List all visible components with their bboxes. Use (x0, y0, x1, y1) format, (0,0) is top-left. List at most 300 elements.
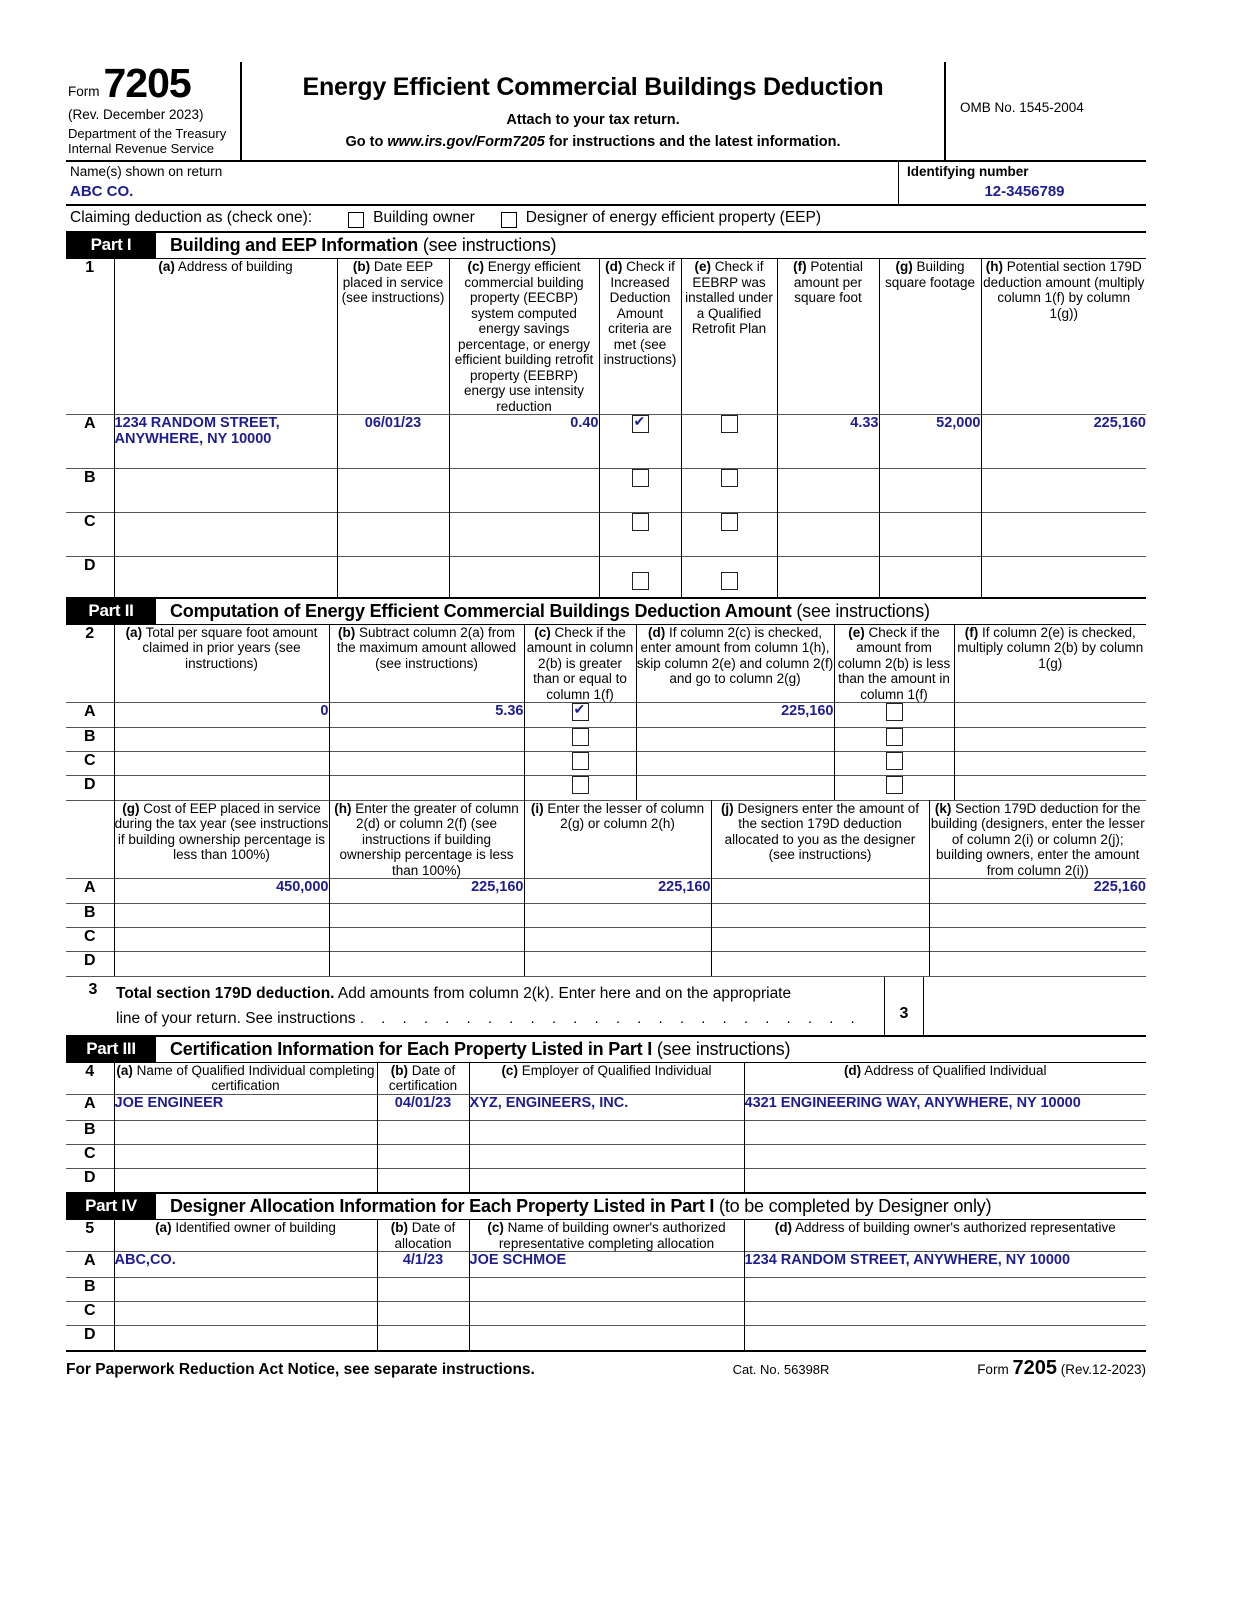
part-4-b-representative-address[interactable] (744, 1278, 1146, 1302)
col-marker: (d) (647, 624, 666, 640)
col-text: Enter the greater of column 2(d) or column 2(f) (see instructions if building ownership percentage is less than 100%) (339, 800, 519, 878)
part-3-row-label-a: A (66, 1094, 114, 1120)
col-text: Cost of EEP placed in service during the tax year (see instructions if building ownership percentage is less than 100%) (114, 800, 329, 862)
part-4-c-allocation-date[interactable] (377, 1302, 469, 1326)
col-text: Potential section 179D deduction amount (multiply column 1(f) by column 1(g)) (983, 259, 1145, 321)
part-2-d-lesser-of[interactable] (524, 952, 711, 976)
form-word-label: Form (68, 84, 100, 99)
part-1-b-date[interactable] (337, 469, 449, 513)
part-4-d-representative-name[interactable] (469, 1326, 744, 1350)
footer-form-revision: (Rev.12-2023) (1056, 1361, 1146, 1377)
line-3-text-1 (116, 981, 880, 1006)
part-1-d-address[interactable] (114, 557, 337, 597)
name-label: Name(s) shown on return (70, 164, 223, 179)
part-4-d-identified-owner[interactable] (114, 1326, 377, 1350)
part-1-c-square-footage[interactable] (879, 513, 981, 557)
form-footer (66, 1350, 1146, 1380)
part-1-title-text: Building and EEP Information (170, 235, 419, 255)
part-4-title-note: (to be completed by Designer only) (714, 1196, 992, 1216)
part-2-col-f-header (954, 625, 1146, 703)
col-text: Address of Qualified Individual (861, 1062, 1047, 1078)
checkbox-building-owner[interactable] (348, 212, 364, 228)
part-2-c-greater-of[interactable] (329, 928, 524, 952)
col-marker: (i) (530, 800, 544, 816)
part-1-table (66, 259, 1146, 597)
part-1-a-increased-deduction-checkbox[interactable] (599, 415, 681, 469)
col-marker: (k) (934, 800, 952, 816)
part-2-b-cost-of-eep[interactable] (114, 904, 329, 928)
part-1-b-square-footage[interactable] (879, 469, 981, 513)
form-revision: (Rev. December 2023) (68, 107, 204, 122)
checkbox-icon (721, 572, 738, 590)
part-2-c-section-179d-deduction[interactable] (929, 928, 1146, 952)
table-row (66, 469, 1146, 513)
part-2-header-row-top (66, 625, 1146, 703)
part-3-c-employer[interactable] (469, 1144, 744, 1168)
table-row (66, 1094, 1146, 1120)
part-2-title (156, 599, 930, 624)
part-2-bottom-row-label-d: D (66, 952, 114, 976)
page-title: Energy Efficient Commercial Buildings Deduction (302, 73, 884, 101)
part-3-col-d-header (744, 1063, 1146, 1095)
col-marker: (b) (390, 1220, 408, 1235)
part-2-col-d-header (636, 625, 834, 703)
table-row (66, 703, 1146, 728)
part-4-c-representative-name[interactable] (469, 1302, 744, 1326)
part-2-row-label-d: D (66, 776, 114, 800)
col-marker: (e) (694, 259, 711, 274)
part-2-bottom-spacer (66, 800, 114, 879)
part-2-col-j-header (711, 800, 929, 879)
part-4-col-b-header (377, 1220, 469, 1252)
part-2-c-designer-allocated[interactable] (711, 928, 929, 952)
leader-dots: . . . . . . . . . . . . . . . . . . . . . . . . (359, 1009, 862, 1027)
paperwork-notice: For Paperwork Reduction Act Notice, see separate instructions. (66, 1360, 535, 1378)
part-1-col-e-header (681, 259, 777, 415)
part-4-row-label-b: B (66, 1278, 114, 1302)
part-1-c-potential-deduction[interactable] (981, 513, 1146, 557)
part-3-c-address[interactable] (744, 1144, 1146, 1168)
part-2-col-b-header (329, 625, 524, 703)
part-1-col-g-header (879, 259, 981, 415)
part-1-c-increased-deduction-checkbox[interactable] (599, 513, 681, 557)
part-2-c-remaining-allowed[interactable] (329, 752, 524, 776)
part-1-b-increased-deduction-checkbox[interactable] (599, 469, 681, 513)
col-marker: (f) (964, 624, 979, 640)
checkbox-icon (572, 776, 589, 794)
table-row (66, 1120, 1146, 1144)
checkbox-icon (721, 513, 738, 531)
part-2-a-prior-years[interactable]: 0 (114, 703, 329, 728)
footer-form-number: 7205 (1012, 1356, 1057, 1379)
part-3-table (66, 1063, 1146, 1193)
part-3-c-qualified-individual-name[interactable] (114, 1144, 377, 1168)
part-1-row-label-c: C (66, 513, 114, 557)
col-text: Building square footage (884, 259, 976, 290)
part-3-d-qualified-individual-name[interactable] (114, 1168, 377, 1192)
col-text: Section 179D deduction for the building (designers, enter the lesser of column 2(i) or column 2(j); building owners, enter the amount from column 2(i)) (930, 800, 1145, 878)
part-1-d-date[interactable] (337, 557, 449, 597)
part-3-b-qualified-individual-name[interactable] (114, 1120, 377, 1144)
part-1-d-potential-deduction[interactable] (981, 557, 1146, 597)
table-row (66, 879, 1146, 904)
part-2-c-col-d-amount[interactable] (636, 752, 834, 776)
part-1-banner (66, 233, 1146, 259)
part-2-bottom-row-label-b: B (66, 904, 114, 928)
form-number: 7205 (103, 60, 191, 106)
col-marker: (b) (390, 1062, 408, 1078)
part-2-col-a-header (114, 625, 329, 703)
part-3-row-label-b: B (66, 1120, 114, 1144)
part-3-d-certification-date[interactable] (377, 1168, 469, 1192)
col-text: Potential amount per square foot (793, 259, 863, 305)
goto-instruction (248, 134, 938, 150)
part-2-a-greater-of[interactable]: 225,160 (329, 879, 524, 904)
part-3-header-row (66, 1063, 1146, 1095)
part-2-title-text: Computation of Energy Efficient Commercial Buildings Deduction Amount (170, 600, 792, 621)
col-text: Name of Qualified Individual completing certification (132, 1062, 375, 1093)
part-1-a-potential-deduction[interactable]: 225,160 (981, 415, 1146, 469)
part-2-a-section-179d-deduction[interactable]: 225,160 (929, 879, 1146, 904)
part-1-d-square-footage[interactable] (879, 557, 981, 597)
part-4-a-identified-owner[interactable]: ABC,CO. (114, 1252, 377, 1278)
part-2-col-g-header (114, 800, 329, 879)
part-4-b-allocation-date[interactable] (377, 1278, 469, 1302)
part-4-d-allocation-date[interactable] (377, 1326, 469, 1350)
part-2-d-greater-of[interactable] (329, 952, 524, 976)
name-value[interactable]: ABC CO. (70, 183, 134, 200)
part-4-b-representative-name[interactable] (469, 1278, 744, 1302)
checkbox-icon (632, 513, 649, 531)
part-1-a-savings[interactable]: 0.40 (449, 415, 599, 469)
col-marker: (g) (895, 259, 913, 274)
line-3-box-number: 3 (884, 977, 924, 1035)
goto-suffix: for instructions and the latest information. (544, 134, 841, 150)
part-2-c-col-e-checkbox[interactable] (834, 752, 954, 776)
line-3-number: 3 (88, 980, 98, 998)
part-2-bottom-row-label-a: A (66, 879, 114, 904)
line-3-row (66, 976, 1146, 1035)
part-2-a-col-c-checkbox[interactable] (524, 703, 636, 728)
col-text: Employer of Qualified Individual (517, 1062, 712, 1078)
table-row (66, 415, 1146, 469)
checkbox-icon (572, 728, 589, 746)
part-2-title-note: (see instructions) (791, 600, 930, 621)
part-1-title-note: (see instructions) (418, 235, 557, 255)
checkbox-icon (886, 776, 903, 794)
line-3-total-value[interactable] (924, 977, 1146, 1035)
part-2-b-section-179d-deduction[interactable] (929, 904, 1146, 928)
identifying-number-group (899, 162, 1146, 204)
part-1-c-savings[interactable] (449, 513, 599, 557)
footer-form-id (916, 1357, 1146, 1380)
part-2-col-h-header (329, 800, 524, 879)
table-row (66, 1278, 1146, 1302)
part-3-row-label-d: D (66, 1168, 114, 1192)
part-4-banner (66, 1192, 1146, 1220)
part-3-row-label-c: C (66, 1144, 114, 1168)
claiming-option-designer: Designer of energy efficient property (EEP) (525, 209, 822, 226)
col-text: Subtract column 2(a) from the maximum amount allowed (see instructions) (336, 624, 517, 671)
part-2-d-prior-years[interactable] (114, 776, 329, 800)
footer-form-word: Form (977, 1361, 1009, 1377)
part-1-c-address[interactable] (114, 513, 337, 557)
part-1-c-amount-psf[interactable] (777, 513, 879, 557)
col-marker: (c) (467, 259, 484, 274)
part-2-banner (66, 597, 1146, 625)
table-row (66, 557, 1146, 597)
part-2-c-lesser-of[interactable] (524, 928, 711, 952)
col-marker: (b) (337, 624, 356, 640)
part-4-row-label-d: D (66, 1326, 114, 1350)
part-1-b-eebrp-checkbox[interactable] (681, 469, 777, 513)
table-row (66, 1144, 1146, 1168)
part-2-col-c-header (524, 625, 636, 703)
part-2-d-designer-allocated[interactable] (711, 952, 929, 976)
part-1-line-number: 1 (66, 259, 114, 415)
omb-number: OMB No. 1545-2004 (960, 100, 1084, 115)
checkbox-icon (632, 415, 649, 433)
part-2-c-col-c-checkbox[interactable] (524, 752, 636, 776)
col-text: Check if Increased Deduction Amount criteria are met (see instructions) (603, 259, 677, 367)
col-marker: (a) (155, 1220, 172, 1235)
col-marker: (a) (158, 259, 175, 274)
col-marker: (d) (843, 1062, 862, 1078)
part-1-col-h-header (981, 259, 1146, 415)
part-4-row-label-a: A (66, 1252, 114, 1278)
identifying-number-value[interactable]: 12-3456789 (984, 183, 1065, 200)
part-2-d-section-179d-deduction[interactable] (929, 952, 1146, 976)
form-sheet (66, 62, 1146, 1380)
checkbox-icon (572, 752, 589, 770)
part-2-a-remaining-allowed[interactable]: 5.36 (329, 703, 524, 728)
line-3-bold: Total section 179D deduction. (116, 984, 335, 1002)
col-marker: (h) (334, 800, 352, 816)
form-header (66, 62, 1146, 162)
part-4-a-representative-name[interactable]: JOE SCHMOE (469, 1252, 744, 1278)
omb-block (946, 62, 1146, 160)
part-2-table-top (66, 625, 1146, 800)
part-2-b-designer-allocated[interactable] (711, 904, 929, 928)
part-1-d-increased-deduction-checkbox[interactable] (599, 557, 681, 597)
part-3-b-employer[interactable] (469, 1120, 744, 1144)
part-2-bottom-row-label-c: C (66, 928, 114, 952)
part-1-row-label-d: D (66, 557, 114, 597)
col-marker: (e) (848, 624, 865, 640)
part-2-c-prior-years[interactable] (114, 752, 329, 776)
part-1-d-savings[interactable] (449, 557, 599, 597)
part-4-a-allocation-date[interactable]: 4/1/23 (377, 1252, 469, 1278)
col-marker: (d) (774, 1220, 792, 1235)
col-text: Date of allocation (394, 1220, 456, 1251)
line-3-text-2 (116, 1006, 880, 1031)
part-2-c-col-f-amount[interactable] (954, 752, 1146, 776)
part-3-a-employer[interactable]: XYZ, ENGINEERS, INC. (469, 1094, 744, 1120)
attach-instruction: Attach to your tax return. (506, 112, 680, 128)
part-1-a-amount-psf[interactable]: 4.33 (777, 415, 879, 469)
part-4-d-representative-address[interactable] (744, 1326, 1146, 1350)
col-text: Check if EEBRP was installed under a Qualified Retrofit Plan (685, 259, 773, 336)
part-1-a-square-footage[interactable]: 52,000 (879, 415, 981, 469)
col-marker: (h) (985, 259, 1003, 274)
part-2-a-col-e-checkbox[interactable] (834, 703, 954, 728)
part-1-a-date[interactable]: 06/01/23 (337, 415, 449, 469)
part-4-title (156, 1194, 991, 1219)
part-3-b-certification-date[interactable] (377, 1120, 469, 1144)
part-3-title (156, 1037, 790, 1062)
part-3-col-c-header (469, 1063, 744, 1095)
table-row (66, 752, 1146, 776)
part-2-d-col-d-amount[interactable] (636, 776, 834, 800)
part-3-col-b-header (377, 1063, 469, 1095)
part-4-header-row (66, 1220, 1146, 1252)
checkbox-icon (721, 415, 738, 433)
part-4-line-number: 5 (66, 1220, 114, 1252)
part-2-a-lesser-of[interactable]: 225,160 (524, 879, 711, 904)
part-2-row-label-b: B (66, 728, 114, 752)
part-3-c-certification-date[interactable] (377, 1144, 469, 1168)
checkbox-icon (721, 469, 738, 487)
col-marker: (f) (793, 259, 807, 274)
part-1-col-f-header (777, 259, 879, 415)
part-2-a-cost-of-eep[interactable]: 450,000 (114, 879, 329, 904)
part-2-c-cost-of-eep[interactable] (114, 928, 329, 952)
name-and-id-row (66, 162, 1146, 206)
part-1-a-address[interactable]: 1234 RANDOM STREET, ANYWHERE, NY 10000 (114, 415, 337, 469)
part-2-a-designer-allocated[interactable] (711, 879, 929, 904)
part-3-title-note: (see instructions) (652, 1038, 791, 1059)
part-4-col-c-header (469, 1220, 744, 1252)
part-2-b-greater-of[interactable] (329, 904, 524, 928)
col-marker: (j) (720, 800, 734, 816)
col-text: Identified owner of building (171, 1220, 336, 1235)
part-2-line-number: 2 (66, 625, 114, 703)
part-2-b-col-f-amount[interactable] (954, 728, 1146, 752)
col-marker: (a) (125, 624, 143, 640)
part-1-a-eebrp-checkbox[interactable] (681, 415, 777, 469)
part-1-b-amount-psf[interactable] (777, 469, 879, 513)
part-2-b-col-d-amount[interactable] (636, 728, 834, 752)
part-4-tag: Part IV (66, 1194, 156, 1219)
checkbox-icon (886, 752, 903, 770)
part-2-d-cost-of-eep[interactable] (114, 952, 329, 976)
part-1-b-potential-deduction[interactable] (981, 469, 1146, 513)
table-row (66, 1302, 1146, 1326)
part-2-d-remaining-allowed[interactable] (329, 776, 524, 800)
department-line-1: Department of the Treasury (68, 126, 227, 141)
col-marker: (c) (487, 1220, 504, 1235)
col-text: Address of building (174, 259, 293, 274)
part-2-b-prior-years[interactable] (114, 728, 329, 752)
part-4-c-identified-owner[interactable] (114, 1302, 377, 1326)
part-2-d-col-c-checkbox[interactable] (524, 776, 636, 800)
part-2-b-lesser-of[interactable] (524, 904, 711, 928)
part-4-title-text: Designer Allocation Information for Each Property Listed in Part I (170, 1196, 715, 1216)
part-1-row-label-b: B (66, 469, 114, 513)
part-1-col-a-header (114, 259, 337, 415)
checkbox-icon (886, 703, 903, 721)
part-4-b-identified-owner[interactable] (114, 1278, 377, 1302)
part-1-c-eebrp-checkbox[interactable] (681, 513, 777, 557)
part-1-d-eebrp-checkbox[interactable] (681, 557, 777, 597)
col-text: Check if the amount from column 2(b) is less than the amount in column 1(f) (837, 624, 951, 702)
claiming-prompt: Claiming deduction as (check one): (70, 209, 313, 226)
part-2-b-col-c-checkbox[interactable] (524, 728, 636, 752)
line-3-text-block (66, 977, 884, 1035)
part-1-col-d-header (599, 259, 681, 415)
part-2-d-col-f-amount[interactable] (954, 776, 1146, 800)
part-3-d-employer[interactable] (469, 1168, 744, 1192)
part-3-line-number: 4 (66, 1063, 114, 1095)
checkbox-icon (572, 703, 589, 721)
col-text: Date of certification (388, 1062, 458, 1093)
part-3-a-qualified-individual-name[interactable]: JOE ENGINEER (114, 1094, 377, 1120)
part-2-a-col-f-amount[interactable] (954, 703, 1146, 728)
form-title-block (242, 62, 946, 160)
part-1-b-savings[interactable] (449, 469, 599, 513)
part-3-d-address[interactable] (744, 1168, 1146, 1192)
part-4-c-representative-address[interactable] (744, 1302, 1146, 1326)
part-2-b-remaining-allowed[interactable] (329, 728, 524, 752)
part-2-d-col-e-checkbox[interactable] (834, 776, 954, 800)
part-2-col-i-header (524, 800, 711, 879)
col-text: Date EEP placed in service (see instructions) (341, 259, 445, 305)
part-2-col-e-header (834, 625, 954, 703)
department-line-2: Internal Revenue Service (68, 140, 214, 156)
part-3-a-address[interactable]: 4321 ENGINEERING WAY, ANYWHERE, NY 10000 (744, 1094, 1146, 1120)
table-row (66, 1326, 1146, 1350)
col-text: Designers enter the amount of the section 179D deduction allocated to you as the designer (see instructions) (724, 800, 920, 862)
part-2-a-col-d-amount[interactable]: 225,160 (636, 703, 834, 728)
col-text: Energy efficient commercial building property (EECBP) system computed energy savings percentage, or energy efficient building retrofit property (EEBRP) energy use intensity reduction (454, 259, 594, 414)
table-row (66, 928, 1146, 952)
part-1-header-row (66, 259, 1146, 415)
checkbox-icon (886, 728, 903, 746)
part-2-row-label-c: C (66, 752, 114, 776)
col-marker: (g) (122, 800, 140, 816)
part-1-col-b-header (337, 259, 449, 415)
part-3-b-address[interactable] (744, 1120, 1146, 1144)
part-1-d-amount-psf[interactable] (777, 557, 879, 597)
table-row (66, 1168, 1146, 1192)
col-marker: (d) (605, 259, 623, 274)
part-4-a-representative-address[interactable]: 1234 RANDOM STREET, ANYWHERE, NY 10000 (744, 1252, 1146, 1278)
table-row (66, 776, 1146, 800)
table-row (66, 728, 1146, 752)
checkbox-designer-eep[interactable] (501, 212, 517, 228)
checkbox-icon (632, 572, 649, 590)
part-2-b-col-e-checkbox[interactable] (834, 728, 954, 752)
col-marker: (c) (534, 624, 551, 640)
col-text: If column 2(e) is checked, multiply column 2(b) by column 1(g) (957, 624, 1144, 671)
name-field-group (66, 162, 899, 204)
table-row (66, 1252, 1146, 1278)
irs-url: www.irs.gov/Form7205 (387, 134, 545, 150)
line-3-line2: line of your return. See instructions (116, 1009, 356, 1027)
col-text: Enter the lesser of column 2(g) or column 2(h) (543, 800, 705, 831)
part-2-table-bottom (66, 800, 1146, 976)
part-3-a-certification-date[interactable]: 04/01/23 (377, 1094, 469, 1120)
part-1-b-address[interactable] (114, 469, 337, 513)
col-text: If column 2(c) is checked, enter amount from column 1(h), skip column 2(e) and column 2(f) and go to column 2(g) (636, 624, 834, 686)
table-row (66, 904, 1146, 928)
part-1-title (156, 233, 556, 258)
col-text: Address of building owner's authorized representative (791, 1220, 1116, 1235)
part-1-c-date[interactable] (337, 513, 449, 557)
col-text: Check if the amount in column 2(b) is greater than or equal to column 1(f) (526, 624, 634, 702)
col-text: Total per square foot amount claimed in prior years (see instructions) (142, 624, 318, 671)
part-4-col-d-header (744, 1220, 1146, 1252)
